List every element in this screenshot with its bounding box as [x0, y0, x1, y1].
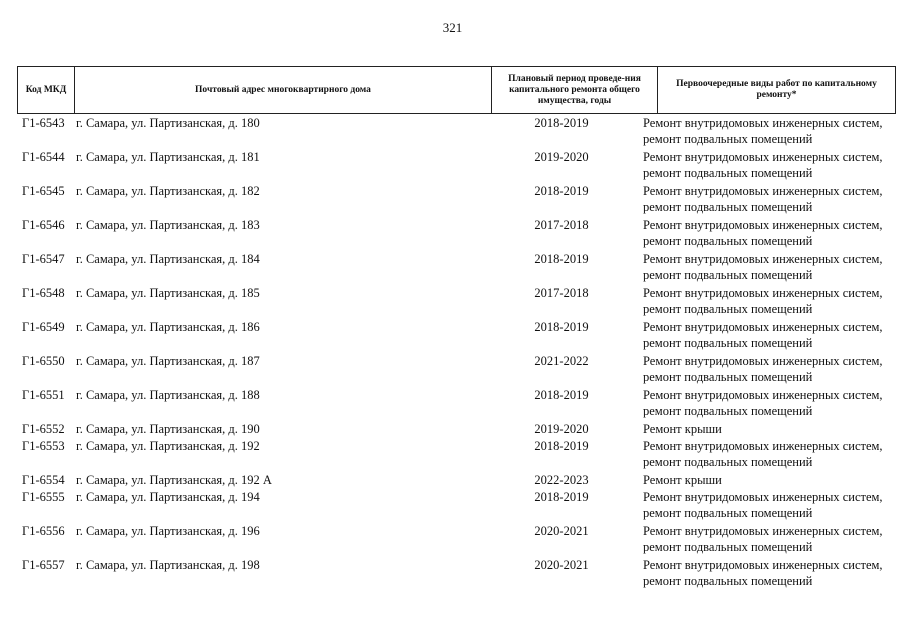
- table-body: [0, 115, 905, 615]
- row-period: 2017-2018: [534, 286, 589, 300]
- row-code: Г1-6545: [22, 184, 65, 198]
- row-code: Г1-6543: [22, 116, 65, 130]
- row-works: Ремонт внутридомовых инженерных систем, ремонт подвальных помещений: [643, 354, 883, 384]
- row-code: Г1-6551: [22, 388, 65, 402]
- header-address: Почтовый адрес многоквартирного дома: [74, 67, 491, 113]
- row-code: Г1-6544: [22, 150, 65, 164]
- row-period: 2019-2020: [534, 422, 589, 436]
- row-period: 2018-2019: [534, 184, 589, 198]
- row-address: г. Самара, ул. Партизанская, д. 198: [76, 558, 260, 572]
- row-address: г. Самара, ул. Партизанская, д. 182: [76, 184, 260, 198]
- header-works: Первоочередные виды работ по капитальному ремонту*: [657, 67, 896, 113]
- row-address: г. Самара, ул. Партизанская, д. 194: [76, 490, 260, 504]
- row-address: г. Самара, ул. Партизанская, д. 192: [76, 439, 260, 453]
- row-address: г. Самара, ул. Партизанская, д. 188: [76, 388, 260, 402]
- row-works: Ремонт внутридомовых инженерных систем, ремонт подвальных помещений: [643, 558, 883, 588]
- row-address: г. Самара, ул. Партизанская, д. 187: [76, 354, 260, 368]
- row-address: г. Самара, ул. Партизанская, д. 192 А: [76, 473, 272, 487]
- row-code: Г1-6550: [22, 354, 65, 368]
- row-address: г. Самара, ул. Партизанская, д. 185: [76, 286, 260, 300]
- row-period: 2019-2020: [534, 150, 589, 164]
- row-period: 2020-2021: [534, 558, 589, 572]
- header-period: Плановый период проведе-ния капитального ремонта общего имущества, годы: [491, 67, 657, 113]
- row-code: Г1-6549: [22, 320, 65, 334]
- row-address: г. Самара, ул. Партизанская, д. 184: [76, 252, 260, 266]
- row-works: Ремонт внутридомовых инженерных систем, ремонт подвальных помещений: [643, 388, 883, 418]
- row-period: 2020-2021: [534, 524, 589, 538]
- row-address: г. Самара, ул. Партизанская, д. 196: [76, 524, 260, 538]
- row-period: 2018-2019: [534, 490, 589, 504]
- header-code: Код МКД: [17, 67, 74, 113]
- row-code: Г1-6554: [22, 473, 65, 487]
- row-works: Ремонт внутридомовых инженерных систем, ремонт подвальных помещений: [643, 439, 883, 469]
- row-works: Ремонт внутридомовых инженерных систем, ремонт подвальных помещений: [643, 218, 883, 248]
- row-code: Г1-6547: [22, 252, 65, 266]
- row-works: Ремонт внутридомовых инженерных систем, ремонт подвальных помещений: [643, 184, 883, 214]
- row-period: 2018-2019: [534, 116, 589, 130]
- row-period: 2017-2018: [534, 218, 589, 232]
- row-address: г. Самара, ул. Партизанская, д. 190: [76, 422, 260, 436]
- row-period: 2018-2019: [534, 439, 589, 453]
- row-works: Ремонт внутридомовых инженерных систем, ремонт подвальных помещений: [643, 252, 883, 282]
- row-works: Ремонт внутридомовых инженерных систем, ремонт подвальных помещений: [643, 524, 883, 554]
- row-works: Ремонт крыши: [643, 473, 722, 487]
- row-code: Г1-6548: [22, 286, 65, 300]
- row-period: 2018-2019: [534, 320, 589, 334]
- row-works: Ремонт внутридомовых инженерных систем, ремонт подвальных помещений: [643, 286, 883, 316]
- row-code: Г1-6556: [22, 524, 65, 538]
- row-code: Г1-6557: [22, 558, 65, 572]
- row-address: г. Самара, ул. Партизанская, д. 183: [76, 218, 260, 232]
- row-period: 2021-2022: [534, 354, 589, 368]
- row-address: г. Самара, ул. Партизанская, д. 186: [76, 320, 260, 334]
- row-works: Ремонт внутридомовых инженерных систем, ремонт подвальных помещений: [643, 116, 883, 146]
- row-code: Г1-6555: [22, 490, 65, 504]
- row-code: Г1-6546: [22, 218, 65, 232]
- row-period: 2022-2023: [534, 473, 589, 487]
- row-works: Ремонт внутридомовых инженерных систем, ремонт подвальных помещений: [643, 320, 883, 350]
- row-code: Г1-6553: [22, 439, 65, 453]
- row-works: Ремонт крыши: [643, 422, 722, 436]
- row-period: 2018-2019: [534, 388, 589, 402]
- row-address: г. Самара, ул. Партизанская, д. 181: [76, 150, 260, 164]
- row-works: Ремонт внутридомовых инженерных систем, ремонт подвальных помещений: [643, 490, 883, 520]
- row-address: г. Самара, ул. Партизанская, д. 180: [76, 116, 260, 130]
- row-period: 2018-2019: [534, 252, 589, 266]
- row-code: Г1-6552: [22, 422, 65, 436]
- table-header: [17, 66, 896, 114]
- page-number: 321: [442, 20, 463, 35]
- row-works: Ремонт внутридомовых инженерных систем, ремонт подвальных помещений: [643, 150, 883, 180]
